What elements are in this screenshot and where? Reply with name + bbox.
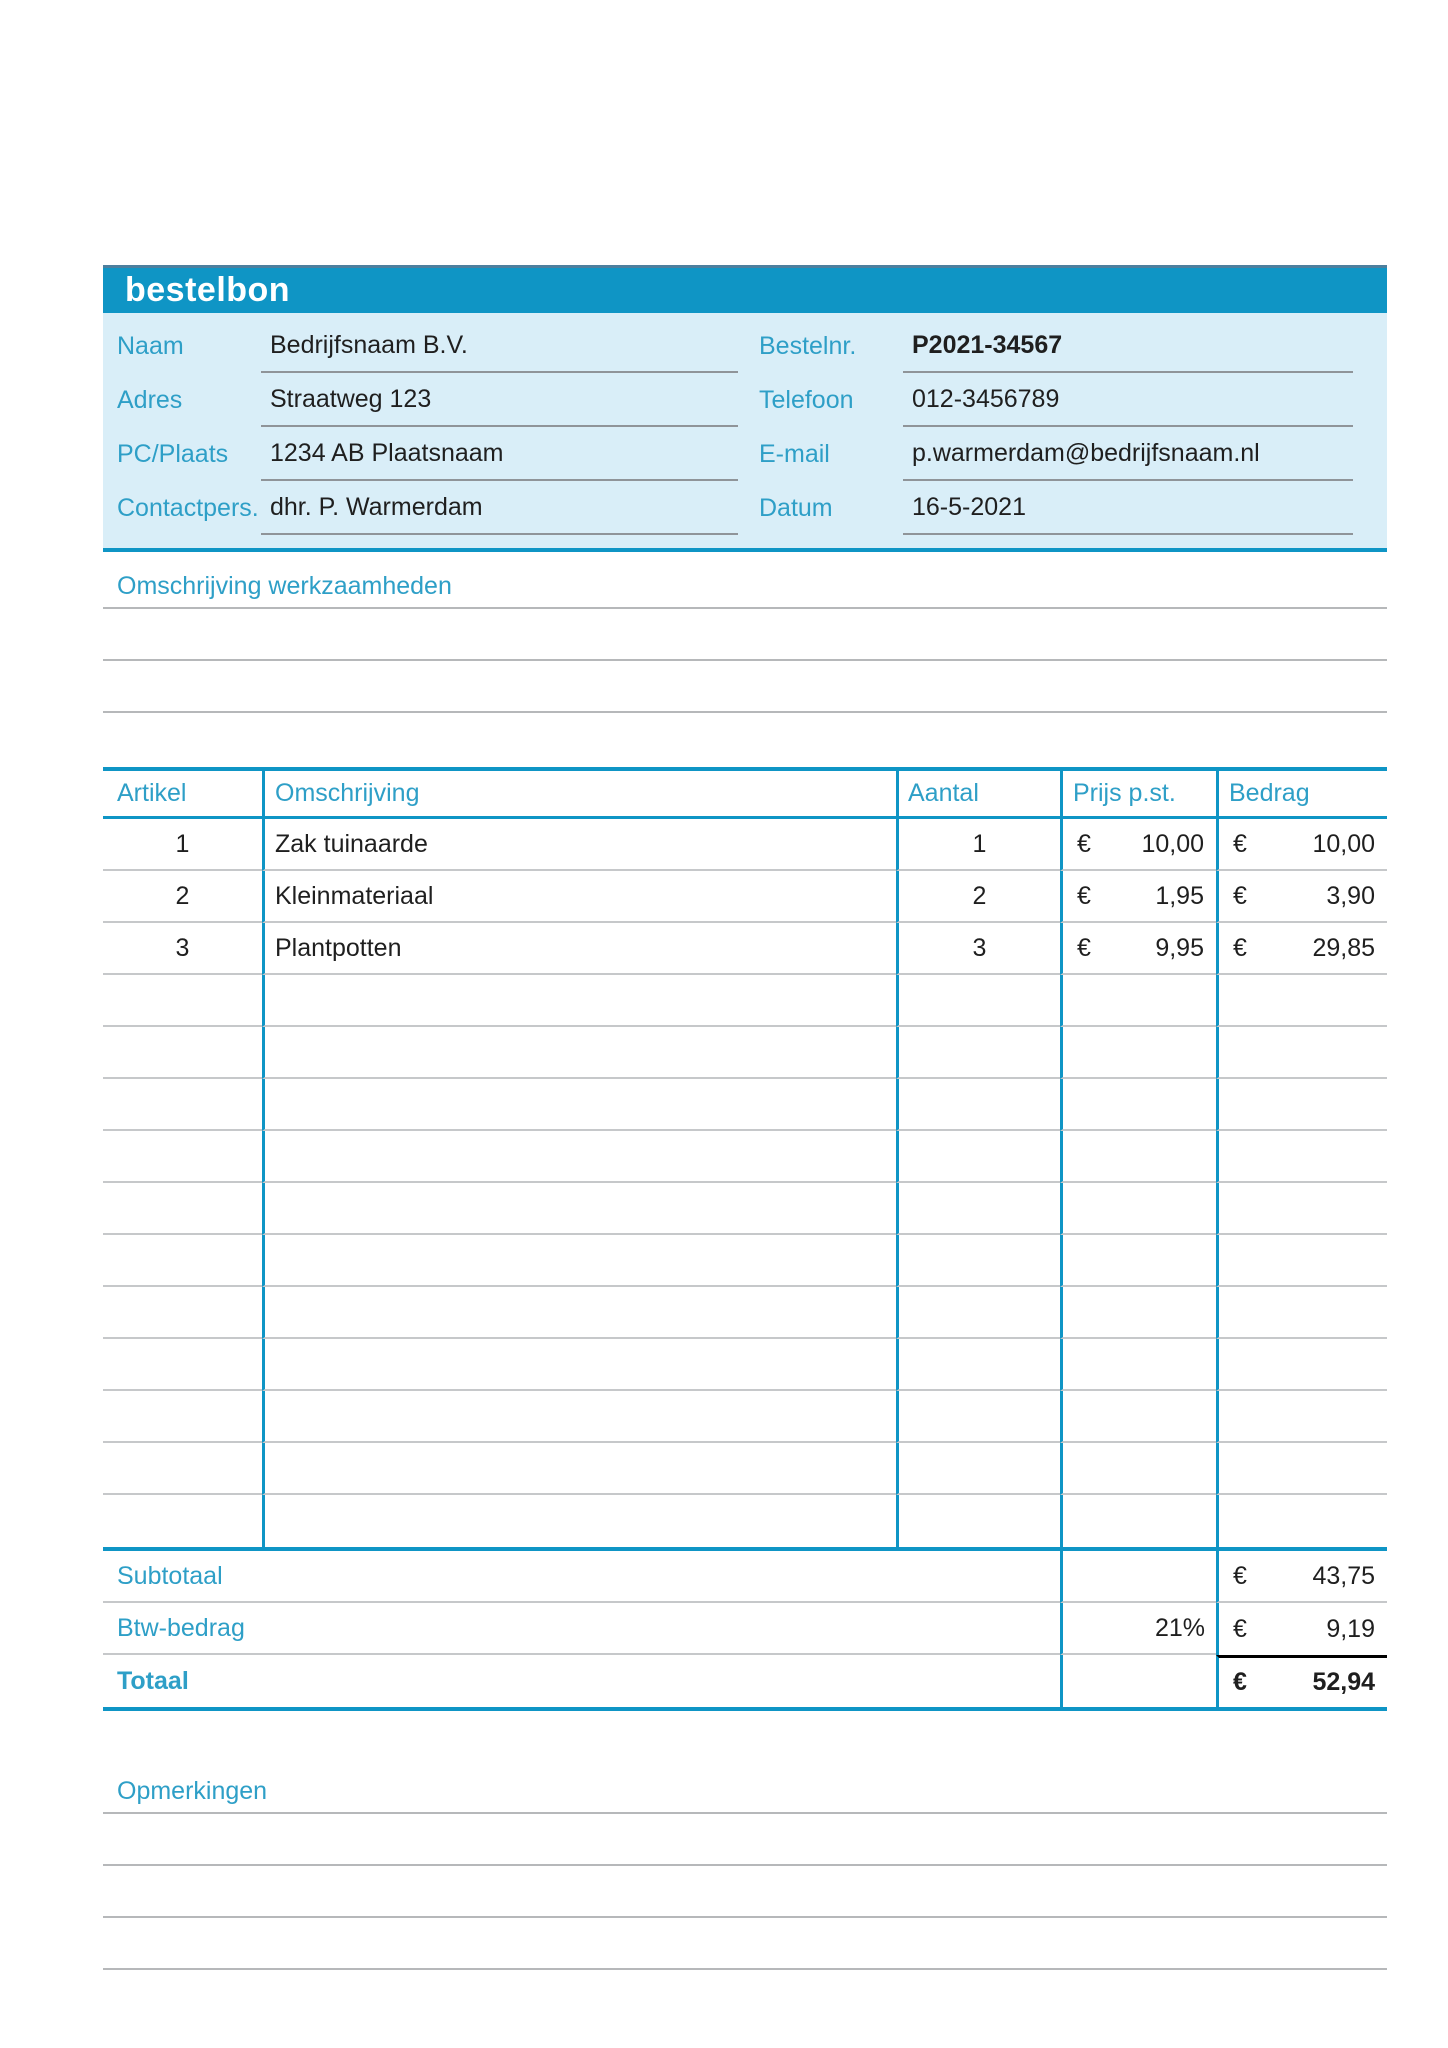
artikel-cell[interactable]: 2 [103, 871, 262, 923]
prijs-amount: 1,95 [1155, 881, 1204, 910]
empty-table-row[interactable] [103, 1183, 1387, 1235]
aantal-cell[interactable]: 1 [896, 819, 1060, 871]
pc-plaats-label: PC/Plaats [117, 439, 229, 468]
vat-row [103, 1603, 1387, 1655]
empty-table-row[interactable] [103, 1079, 1387, 1131]
euro-sign: € [1233, 1614, 1247, 1643]
remarks-write-line[interactable] [103, 1814, 1387, 1866]
customer-info-block [103, 313, 1387, 548]
contactpers-label: Contactpers. [117, 493, 259, 522]
naam-field[interactable]: Bedrijfsnaam B.V. [261, 319, 738, 373]
form-title: bestelbon [125, 271, 291, 309]
datum-label: Datum [759, 493, 833, 522]
prijs-amount: 10,00 [1141, 829, 1204, 858]
col-header-aantal: Aantal [896, 771, 1060, 816]
prijs-cell[interactable] [1060, 923, 1216, 975]
naam-label: Naam [117, 331, 184, 360]
aantal-cell[interactable]: 3 [896, 923, 1060, 975]
prijs-cell[interactable] [1060, 871, 1216, 923]
form-title-bar [103, 265, 1387, 313]
pc-plaats-field[interactable]: 1234 AB Plaatsnaam [261, 427, 738, 481]
table-row [103, 819, 1387, 871]
aantal-cell[interactable]: 2 [896, 871, 1060, 923]
spacer [103, 1711, 1387, 1761]
empty-table-row[interactable] [103, 1027, 1387, 1079]
email-field[interactable]: p.warmerdam@bedrijfsnaam.nl [903, 427, 1353, 481]
remarks-heading-row [103, 1761, 1387, 1814]
empty-table-row[interactable] [103, 975, 1387, 1027]
euro-sign: € [1233, 881, 1247, 910]
euro-sign: € [1233, 1668, 1247, 1696]
col-header-artikel: Artikel [117, 779, 187, 807]
total-amount-cell [1216, 1655, 1387, 1707]
vat-label: Btw-bedrag [103, 1603, 1060, 1655]
work-description-write-line[interactable] [103, 661, 1387, 713]
remarks-write-line[interactable] [103, 1918, 1387, 1970]
document-content [103, 265, 1387, 1970]
vat-amount-cell [1216, 1603, 1387, 1655]
empty-table-row[interactable] [103, 1131, 1387, 1183]
omschrijving-cell[interactable]: Zak tuinaarde [262, 819, 896, 871]
telefoon-label: Telefoon [759, 385, 854, 414]
spacer [103, 713, 1387, 767]
remarks-heading: Opmerkingen [117, 1777, 268, 1805]
work-description-section [103, 552, 1387, 713]
telefoon-field[interactable]: 012-3456789 [903, 373, 1353, 427]
bestelnr-field[interactable]: P2021-34567 [903, 319, 1353, 373]
subtotal-amount: 43,75 [1312, 1561, 1375, 1590]
prijs-amount: 9,95 [1155, 933, 1204, 962]
bedrag-amount: 3,90 [1326, 881, 1375, 910]
euro-sign: € [1233, 1561, 1247, 1590]
total-mid-cell [1060, 1655, 1216, 1707]
items-table-header [103, 771, 1387, 819]
table-row [103, 871, 1387, 923]
bedrag-cell[interactable] [1216, 819, 1387, 871]
empty-table-row[interactable] [103, 1287, 1387, 1339]
bedrag-cell[interactable] [1216, 871, 1387, 923]
vat-amount: 9,19 [1326, 1614, 1375, 1643]
euro-sign: € [1233, 933, 1247, 962]
euro-sign: € [1077, 933, 1091, 962]
subtotal-amount-cell [1216, 1551, 1387, 1603]
omschrijving-cell[interactable]: Plantpotten [262, 923, 896, 975]
email-label: E-mail [759, 439, 830, 468]
prijs-cell[interactable] [1060, 819, 1216, 871]
info-row-pcplaats-email [103, 427, 1387, 481]
items-table [103, 767, 1387, 1547]
bestelnr-label: Bestelnr. [759, 331, 857, 360]
empty-table-row[interactable] [103, 1391, 1387, 1443]
table-row [103, 923, 1387, 975]
empty-table-row[interactable] [103, 1235, 1387, 1287]
remarks-section [103, 1761, 1387, 1970]
subtotal-row [103, 1551, 1387, 1603]
bedrag-amount: 10,00 [1312, 829, 1375, 858]
euro-sign: € [1077, 829, 1091, 858]
vat-rate-cell[interactable]: 21% [1060, 1603, 1216, 1655]
info-row-naam-bestelnr [103, 319, 1387, 373]
euro-sign: € [1233, 829, 1247, 858]
info-row-adres-telefoon [103, 373, 1387, 427]
work-description-heading-row [103, 552, 1387, 609]
euro-sign: € [1077, 881, 1091, 910]
total-label: Totaal [117, 1666, 189, 1695]
adres-field[interactable]: Straatweg 123 [261, 373, 738, 427]
col-header-prijs: Prijs p.st. [1060, 771, 1216, 816]
work-description-write-line[interactable] [103, 609, 1387, 661]
bedrag-amount: 29,85 [1312, 933, 1375, 962]
total-row [103, 1655, 1387, 1707]
contactpers-field[interactable]: dhr. P. Warmerdam [261, 481, 738, 535]
col-header-omschrijving: Omschrijving [262, 771, 896, 816]
datum-field[interactable]: 16-5-2021 [903, 481, 1353, 535]
omschrijving-cell[interactable]: Kleinmateriaal [262, 871, 896, 923]
empty-table-row[interactable] [103, 1443, 1387, 1495]
subtotal-mid-cell [1060, 1551, 1216, 1603]
empty-table-row[interactable] [103, 1495, 1387, 1547]
artikel-cell[interactable]: 3 [103, 923, 262, 975]
total-amount: 52,94 [1312, 1668, 1375, 1696]
adres-label: Adres [117, 385, 183, 414]
bedrag-cell[interactable] [1216, 923, 1387, 975]
col-header-bedrag: Bedrag [1216, 771, 1387, 816]
remarks-write-line[interactable] [103, 1866, 1387, 1918]
totals-section [103, 1547, 1387, 1711]
work-description-heading: Omschrijving werkzaamheden [117, 572, 452, 600]
empty-table-row[interactable] [103, 1339, 1387, 1391]
info-row-contactpers-datum [103, 481, 1387, 535]
artikel-cell[interactable]: 1 [103, 819, 262, 871]
subtotal-label: Subtotaal [103, 1551, 1060, 1603]
